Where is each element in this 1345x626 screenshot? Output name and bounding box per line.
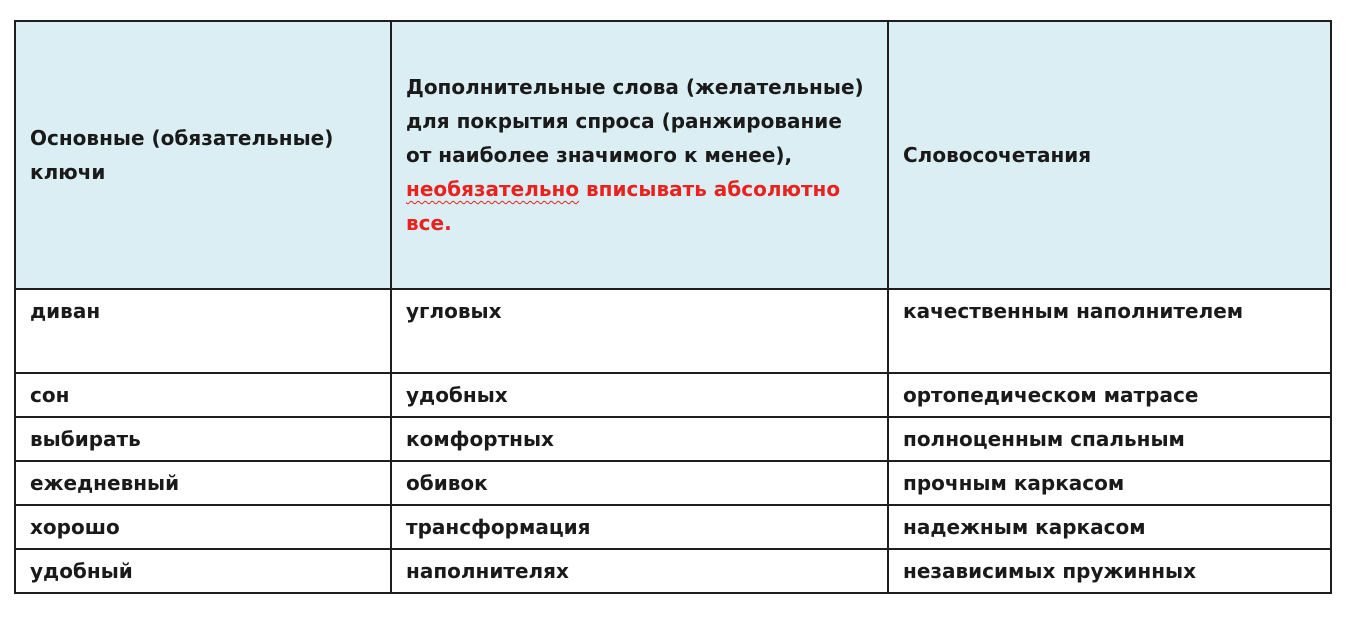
keywords-table-container — [14, 20, 1332, 594]
table-row — [15, 289, 1331, 373]
header-phrases: Словосочетания — [888, 21, 1331, 289]
cell-extra: удобных — [391, 373, 888, 417]
header-note — [406, 177, 840, 235]
cell-key: удобный — [15, 549, 391, 593]
cell-key: сон — [15, 373, 391, 417]
cell-key: хорошо — [15, 505, 391, 549]
table-row — [15, 373, 1331, 417]
table-row — [15, 505, 1331, 549]
header-additional-words — [391, 21, 888, 289]
cell-phrase: качественным наполнителем — [888, 289, 1331, 373]
cell-phrase: независимых пружинных — [888, 549, 1331, 593]
cell-key: диван — [15, 289, 391, 373]
table-row — [15, 417, 1331, 461]
cell-extra: комфортных — [391, 417, 888, 461]
header-main-keys: Основные (обязательные) ключи — [15, 21, 391, 289]
cell-extra: трансформация — [391, 505, 888, 549]
table-header-row — [15, 21, 1331, 289]
cell-extra: обивок — [391, 461, 888, 505]
table-row — [15, 549, 1331, 593]
header-additional-words-text: Дополнительные слова (желательные) для покрытия спроса (ранжирование от наиболее значимого к менее), — [406, 75, 864, 167]
cell-extra: угловых — [391, 289, 888, 373]
cell-phrase: прочным каркасом — [888, 461, 1331, 505]
keywords-table — [14, 20, 1332, 594]
cell-phrase: полноценным спальным — [888, 417, 1331, 461]
cell-key: ежедневный — [15, 461, 391, 505]
cell-phrase: ортопедическом матрасе — [888, 373, 1331, 417]
cell-extra: наполнителях — [391, 549, 888, 593]
table-row — [15, 461, 1331, 505]
cell-phrase: надежным каркасом — [888, 505, 1331, 549]
header-note-rest: вписывать абсолютно все. — [406, 177, 841, 235]
cell-key: выбирать — [15, 417, 391, 461]
header-note-underlined-word: необязательно — [406, 177, 580, 201]
